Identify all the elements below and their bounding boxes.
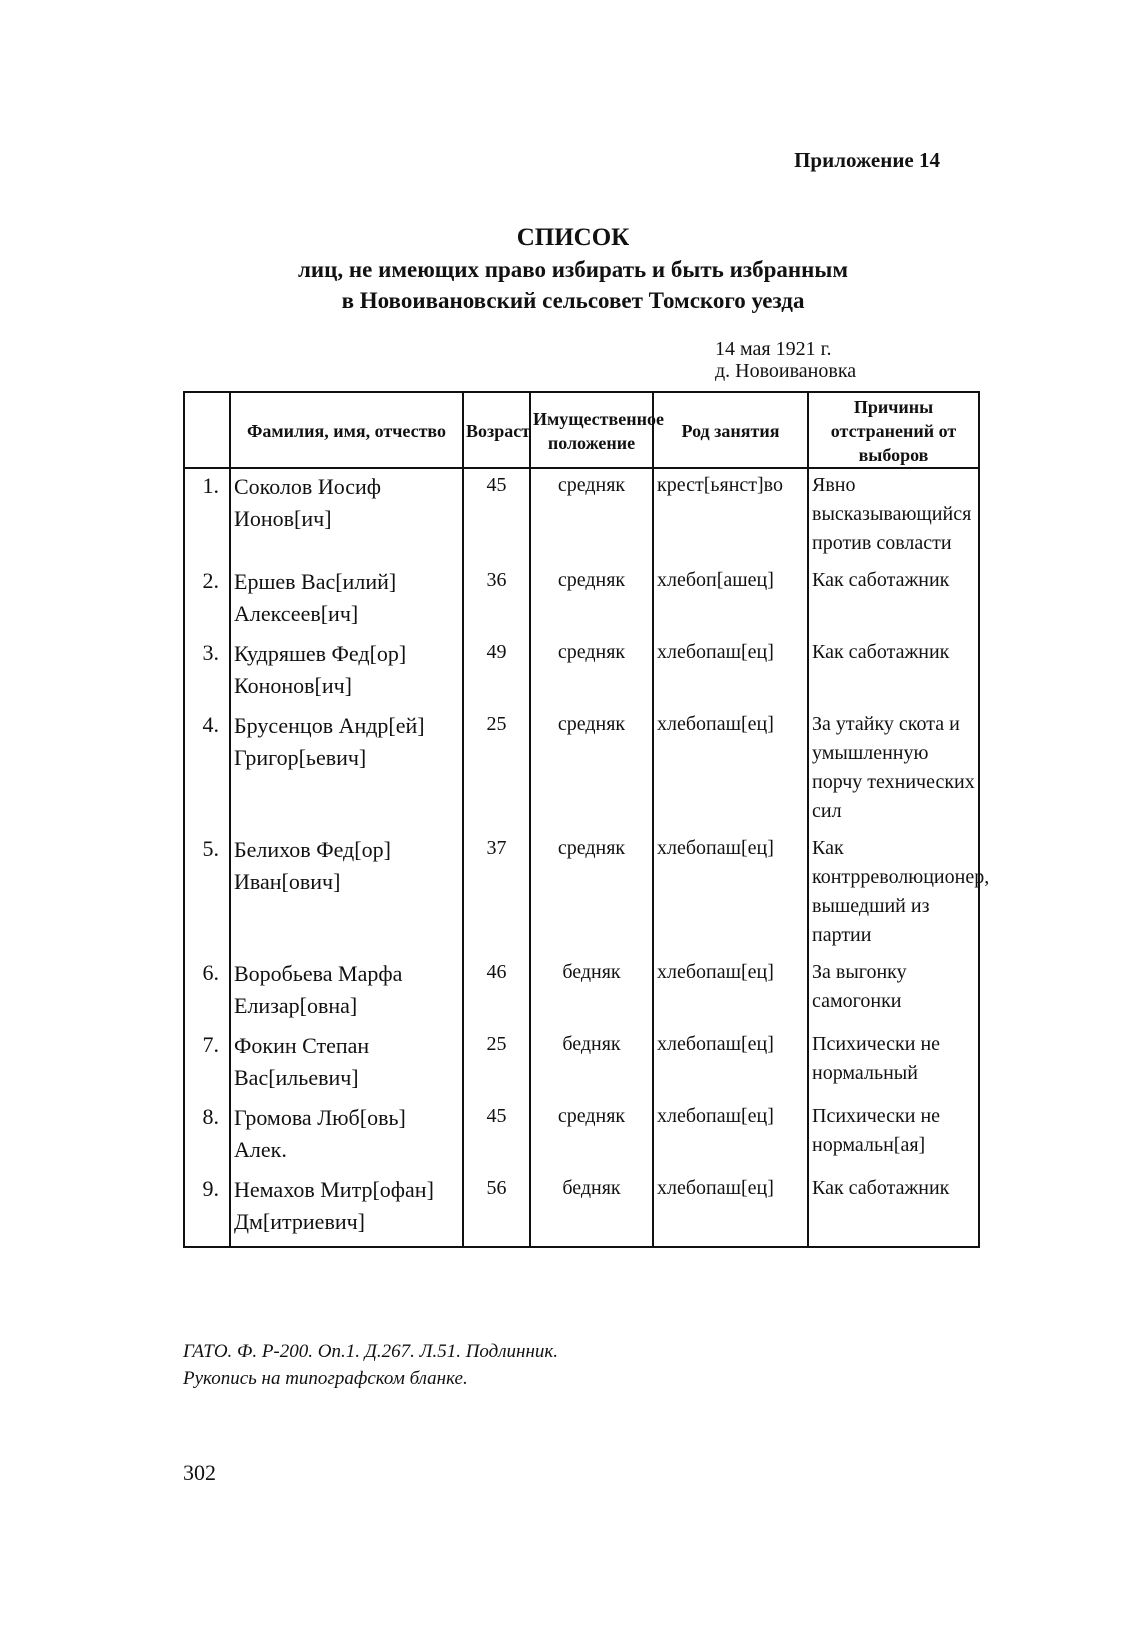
row-age: 56 [463,1174,530,1247]
row-property: средняк [530,710,653,834]
source-line-2: Рукопись на типографском бланке. [183,1368,468,1389]
row-name: Брусенцов Андр[ей] Григор[ьевич] [230,710,463,834]
table-row [184,834,979,958]
header-num [184,392,230,468]
row-name: Ершев Вас[илий] Алексеев[ич] [230,566,463,638]
row-reason: Как саботажник [808,566,979,638]
row-num: 2. [184,566,230,638]
row-num: 4. [184,710,230,834]
row-age: 37 [463,834,530,958]
page-number: 302 [183,1460,216,1485]
table-row [184,1102,979,1174]
header-name: Фамилия, имя, отчество [230,392,463,468]
table-row [184,1030,979,1102]
row-num: 6. [184,958,230,1030]
row-property: бедняк [530,1174,653,1247]
row-num: 9. [184,1174,230,1247]
row-reason: Как саботажник [808,638,979,710]
row-age: 25 [463,710,530,834]
row-num: 3. [184,638,230,710]
row-occupation: хлебопаш[ец] [653,1102,808,1174]
row-property: средняк [530,638,653,710]
row-reason: За утайку скота и умышленную порчу технических сил [808,710,979,834]
row-property: средняк [530,468,653,566]
document-place: д. Новоивановка [715,360,857,382]
row-reason: Явно высказывающийся против совласти [808,468,979,566]
table-row [184,638,979,710]
row-num: 8. [184,1102,230,1174]
row-reason: За выгонку самогонки [808,958,979,1030]
row-name: Фокин Степан Вас[ильевич] [230,1030,463,1102]
row-property: бедняк [530,1030,653,1102]
header-occupation: Род занятия [653,392,808,468]
row-property: средняк [530,566,653,638]
row-age: 45 [463,468,530,566]
row-reason: Психически не нормальн[ая] [808,1102,979,1174]
row-property: средняк [530,1102,653,1174]
row-num: 7. [184,1030,230,1102]
persons-table [183,391,990,1248]
row-reason: Как контрреволюционер, вышедший из партии [808,834,979,958]
row-num: 5. [184,834,230,958]
title-heading: СПИСОК [516,224,630,251]
appendix-label: Приложение 14 [794,148,940,172]
table-row [184,710,979,834]
row-property: бедняк [530,958,653,1030]
document-title [0,222,1146,316]
row-occupation: хлебопаш[ец] [653,638,808,710]
table-row [184,958,979,1030]
row-name: Белихов Фед[ор] Иван[ович] [230,834,463,958]
table-row [184,566,979,638]
archive-source [183,1338,558,1392]
row-name: Громова Люб[овь] Алек. [230,1102,463,1174]
row-property: средняк [530,834,653,958]
header-property: Имущественное положение [530,392,653,468]
row-name: Немахов Митр[офан] Дм[итриевич] [230,1174,463,1247]
table-row [184,1174,979,1247]
row-occupation: хлебопаш[ец] [653,710,808,834]
row-occupation: хлебопаш[ец] [653,1174,808,1247]
row-name: Соколов Иосиф Ионов[ич] [230,468,463,566]
row-occupation: хлебопаш[ец] [653,1030,808,1102]
row-age: 46 [463,958,530,1030]
title-line-1: лиц, не имеющих право избирать и быть избранным [297,257,849,282]
row-occupation: крест[ьянст]во [653,468,808,566]
row-age: 49 [463,638,530,710]
row-occupation: хлебоп[ашец] [653,566,808,638]
title-line-2: в Новоивановский сельсовет Томского уезда [341,288,805,313]
table-header-row [184,392,979,468]
row-age: 36 [463,566,530,638]
row-age: 45 [463,1102,530,1174]
row-reason: Как саботажник [808,1174,979,1247]
row-age: 25 [463,1030,530,1102]
row-occupation: хлебопаш[ец] [653,958,808,1030]
row-num: 1. [184,468,230,566]
row-name: Воробьева Марфа Елизар[овна] [230,958,463,1030]
row-reason: Психически не нормальный [808,1030,979,1102]
document-meta [715,338,856,382]
row-name: Кудряшев Фед[ор] Кононов[ич] [230,638,463,710]
table-row [184,468,979,566]
header-age: Возраст [463,392,530,468]
source-line-1: ГАТО. Ф. Р-200. Оп.1. Д.267. Л.51. Подлинник. [183,1341,559,1362]
header-reason: Причины отстранений от выборов [808,392,979,468]
document-date: 14 мая 1921 г. [715,338,832,360]
row-occupation: хлебопаш[ец] [653,834,808,958]
